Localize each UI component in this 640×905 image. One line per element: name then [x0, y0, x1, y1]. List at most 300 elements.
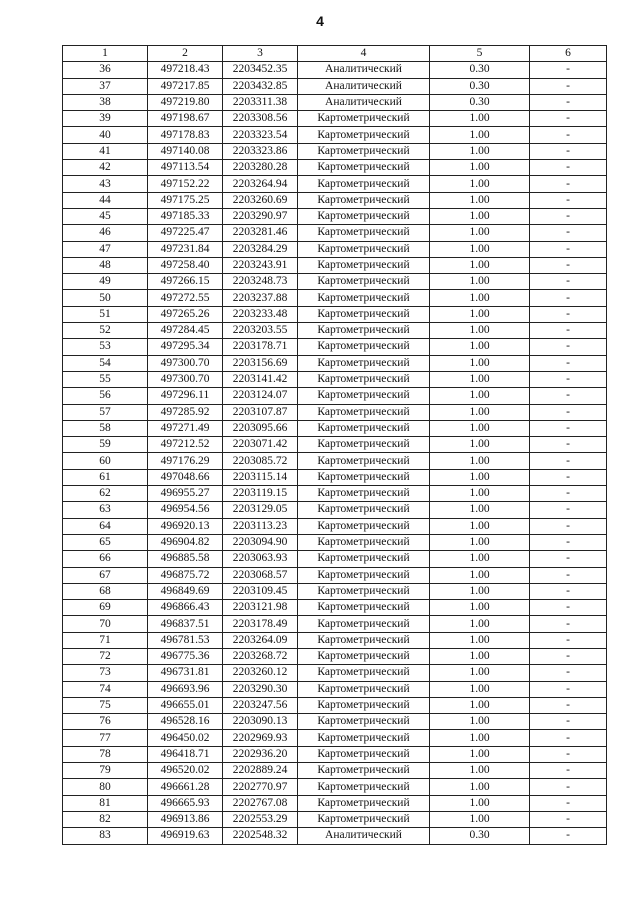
x-coordinate-cell: 497225.47 [148, 225, 223, 241]
accuracy-cell: 1.00 [430, 371, 530, 387]
description-cell: - [530, 62, 607, 78]
accuracy-cell: 1.00 [430, 583, 530, 599]
point-number-cell: 41 [63, 143, 148, 159]
table-row [63, 355, 607, 371]
y-coordinate-cell: 2203178.49 [223, 616, 298, 632]
method-cell: Картометрический [298, 306, 430, 322]
x-coordinate-cell: 497140.08 [148, 143, 223, 159]
table-row [63, 306, 607, 322]
table-row [63, 225, 607, 241]
method-cell: Картометрический [298, 420, 430, 436]
description-cell: - [530, 78, 607, 94]
description-cell: - [530, 192, 607, 208]
x-coordinate-cell: 497219.80 [148, 94, 223, 110]
table-row [63, 551, 607, 567]
y-coordinate-cell: 2203247.56 [223, 697, 298, 713]
method-cell: Картометрический [298, 518, 430, 534]
x-coordinate-cell: 497185.33 [148, 208, 223, 224]
point-number-cell: 70 [63, 616, 148, 632]
accuracy-cell: 1.00 [430, 681, 530, 697]
accuracy-cell: 1.00 [430, 486, 530, 502]
method-cell: Картометрический [298, 127, 430, 143]
point-number-cell: 81 [63, 795, 148, 811]
table-row [63, 453, 607, 469]
accuracy-cell: 0.30 [430, 62, 530, 78]
accuracy-cell: 1.00 [430, 290, 530, 306]
y-coordinate-cell: 2202553.29 [223, 811, 298, 827]
x-coordinate-cell: 496919.63 [148, 828, 223, 844]
accuracy-cell: 1.00 [430, 388, 530, 404]
point-number-cell: 63 [63, 502, 148, 518]
method-cell: Картометрический [298, 697, 430, 713]
point-number-cell: 45 [63, 208, 148, 224]
y-coordinate-cell: 2203178.71 [223, 339, 298, 355]
x-coordinate-cell: 496655.01 [148, 697, 223, 713]
method-cell: Картометрический [298, 437, 430, 453]
x-coordinate-cell: 497295.34 [148, 339, 223, 355]
point-number-cell: 55 [63, 371, 148, 387]
point-number-cell: 66 [63, 551, 148, 567]
accuracy-cell: 1.00 [430, 632, 530, 648]
point-number-cell: 62 [63, 486, 148, 502]
y-coordinate-cell: 2203113.23 [223, 518, 298, 534]
table-row [63, 616, 607, 632]
description-cell: - [530, 388, 607, 404]
table-row [63, 746, 607, 762]
point-number-cell: 42 [63, 160, 148, 176]
point-number-cell: 71 [63, 632, 148, 648]
x-coordinate-cell: 497048.66 [148, 469, 223, 485]
column-header: 4 [298, 46, 430, 62]
description-cell: - [530, 746, 607, 762]
accuracy-cell: 1.00 [430, 257, 530, 273]
description-cell: - [530, 502, 607, 518]
table-row [63, 437, 607, 453]
x-coordinate-cell: 497285.92 [148, 404, 223, 420]
method-cell: Аналитический [298, 78, 430, 94]
x-coordinate-cell: 496661.28 [148, 779, 223, 795]
method-cell: Картометрический [298, 779, 430, 795]
description-cell: - [530, 811, 607, 827]
accuracy-cell: 1.00 [430, 208, 530, 224]
accuracy-cell: 1.00 [430, 323, 530, 339]
description-cell: - [530, 176, 607, 192]
description-cell: - [530, 127, 607, 143]
accuracy-cell: 1.00 [430, 192, 530, 208]
method-cell: Картометрический [298, 600, 430, 616]
y-coordinate-cell: 2203063.93 [223, 551, 298, 567]
point-number-cell: 68 [63, 583, 148, 599]
y-coordinate-cell: 2203248.73 [223, 274, 298, 290]
x-coordinate-cell: 497300.70 [148, 355, 223, 371]
method-cell: Картометрический [298, 111, 430, 127]
table-row [63, 371, 607, 387]
accuracy-cell: 0.30 [430, 94, 530, 110]
description-cell: - [530, 567, 607, 583]
method-cell: Картометрический [298, 208, 430, 224]
method-cell: Картометрический [298, 534, 430, 550]
table-row [63, 681, 607, 697]
y-coordinate-cell: 2203119.15 [223, 486, 298, 502]
description-cell: - [530, 665, 607, 681]
accuracy-cell: 1.00 [430, 746, 530, 762]
description-cell: - [530, 274, 607, 290]
y-coordinate-cell: 2203124.07 [223, 388, 298, 404]
y-coordinate-cell: 2203141.42 [223, 371, 298, 387]
point-number-cell: 39 [63, 111, 148, 127]
point-number-cell: 49 [63, 274, 148, 290]
accuracy-cell: 1.00 [430, 534, 530, 550]
description-cell: - [530, 111, 607, 127]
table-row [63, 62, 607, 78]
x-coordinate-cell: 496781.53 [148, 632, 223, 648]
y-coordinate-cell: 2202767.08 [223, 795, 298, 811]
y-coordinate-cell: 2203071.42 [223, 437, 298, 453]
description-cell: - [530, 763, 607, 779]
point-number-cell: 59 [63, 437, 148, 453]
y-coordinate-cell: 2203268.72 [223, 648, 298, 664]
column-header: 3 [223, 46, 298, 62]
table-row [63, 502, 607, 518]
y-coordinate-cell: 2203233.48 [223, 306, 298, 322]
y-coordinate-cell: 2203290.97 [223, 208, 298, 224]
method-cell: Картометрический [298, 143, 430, 159]
point-number-cell: 61 [63, 469, 148, 485]
description-cell: - [530, 371, 607, 387]
x-coordinate-cell: 496450.02 [148, 730, 223, 746]
y-coordinate-cell: 2203109.45 [223, 583, 298, 599]
table-row [63, 420, 607, 436]
x-coordinate-cell: 497113.54 [148, 160, 223, 176]
description-cell: - [530, 534, 607, 550]
table-row [63, 763, 607, 779]
accuracy-cell: 1.00 [430, 616, 530, 632]
method-cell: Картометрический [298, 616, 430, 632]
table-header [63, 46, 607, 62]
point-number-cell: 54 [63, 355, 148, 371]
method-cell: Картометрический [298, 763, 430, 779]
accuracy-cell: 0.30 [430, 78, 530, 94]
point-number-cell: 75 [63, 697, 148, 713]
description-cell: - [530, 143, 607, 159]
accuracy-cell: 1.00 [430, 518, 530, 534]
description-cell: - [530, 469, 607, 485]
x-coordinate-cell: 497217.85 [148, 78, 223, 94]
description-cell: - [530, 290, 607, 306]
accuracy-cell: 1.00 [430, 763, 530, 779]
description-cell: - [530, 632, 607, 648]
table-row [63, 648, 607, 664]
point-number-cell: 44 [63, 192, 148, 208]
method-cell: Картометрический [298, 355, 430, 371]
x-coordinate-cell: 497198.67 [148, 111, 223, 127]
y-coordinate-cell: 2203311.38 [223, 94, 298, 110]
table-row [63, 94, 607, 110]
x-coordinate-cell: 497178.83 [148, 127, 223, 143]
accuracy-cell: 1.00 [430, 697, 530, 713]
x-coordinate-cell: 496904.82 [148, 534, 223, 550]
description-cell: - [530, 355, 607, 371]
point-number-cell: 73 [63, 665, 148, 681]
method-cell: Картометрический [298, 241, 430, 257]
x-coordinate-cell: 497212.52 [148, 437, 223, 453]
y-coordinate-cell: 2203243.91 [223, 257, 298, 273]
point-number-cell: 83 [63, 828, 148, 844]
x-coordinate-cell: 496731.81 [148, 665, 223, 681]
method-cell: Картометрический [298, 257, 430, 273]
coordinates-table [62, 45, 607, 845]
point-number-cell: 43 [63, 176, 148, 192]
table-row [63, 811, 607, 827]
description-cell: - [530, 160, 607, 176]
description-cell: - [530, 779, 607, 795]
table-row [63, 583, 607, 599]
description-cell: - [530, 583, 607, 599]
x-coordinate-cell: 497176.29 [148, 453, 223, 469]
point-number-cell: 38 [63, 94, 148, 110]
description-cell: - [530, 339, 607, 355]
x-coordinate-cell: 497266.15 [148, 274, 223, 290]
table-row [63, 160, 607, 176]
y-coordinate-cell: 2203121.98 [223, 600, 298, 616]
description-cell: - [530, 257, 607, 273]
accuracy-cell: 1.00 [430, 111, 530, 127]
x-coordinate-cell: 497296.11 [148, 388, 223, 404]
point-number-cell: 57 [63, 404, 148, 420]
x-coordinate-cell: 497175.25 [148, 192, 223, 208]
column-header: 5 [430, 46, 530, 62]
y-coordinate-cell: 2202936.20 [223, 746, 298, 762]
point-number-cell: 72 [63, 648, 148, 664]
y-coordinate-cell: 2203452.35 [223, 62, 298, 78]
point-number-cell: 52 [63, 323, 148, 339]
accuracy-cell: 1.00 [430, 795, 530, 811]
method-cell: Картометрический [298, 404, 430, 420]
method-cell: Аналитический [298, 828, 430, 844]
column-header: 6 [530, 46, 607, 62]
method-cell: Картометрический [298, 632, 430, 648]
y-coordinate-cell: 2202548.32 [223, 828, 298, 844]
table-row [63, 339, 607, 355]
page-number: 4 [316, 13, 324, 29]
y-coordinate-cell: 2203284.29 [223, 241, 298, 257]
method-cell: Картометрический [298, 176, 430, 192]
y-coordinate-cell: 2203432.85 [223, 78, 298, 94]
point-number-cell: 46 [63, 225, 148, 241]
x-coordinate-cell: 496913.86 [148, 811, 223, 827]
x-coordinate-cell: 496954.56 [148, 502, 223, 518]
table-row [63, 567, 607, 583]
method-cell: Картометрический [298, 648, 430, 664]
y-coordinate-cell: 2203115.14 [223, 469, 298, 485]
y-coordinate-cell: 2203068.57 [223, 567, 298, 583]
accuracy-cell: 1.00 [430, 160, 530, 176]
accuracy-cell: 1.00 [430, 437, 530, 453]
description-cell: - [530, 518, 607, 534]
description-cell: - [530, 323, 607, 339]
y-coordinate-cell: 2203107.87 [223, 404, 298, 420]
point-number-cell: 80 [63, 779, 148, 795]
y-coordinate-cell: 2203085.72 [223, 453, 298, 469]
point-number-cell: 77 [63, 730, 148, 746]
accuracy-cell: 1.00 [430, 420, 530, 436]
description-cell: - [530, 730, 607, 746]
y-coordinate-cell: 2203094.90 [223, 534, 298, 550]
x-coordinate-cell: 497231.84 [148, 241, 223, 257]
x-coordinate-cell: 496520.02 [148, 763, 223, 779]
method-cell: Картометрический [298, 160, 430, 176]
point-number-cell: 67 [63, 567, 148, 583]
method-cell: Картометрический [298, 225, 430, 241]
y-coordinate-cell: 2203095.66 [223, 420, 298, 436]
column-header: 1 [63, 46, 148, 62]
method-cell: Картометрический [298, 795, 430, 811]
table-row [63, 208, 607, 224]
y-coordinate-cell: 2203281.46 [223, 225, 298, 241]
table-row [63, 176, 607, 192]
method-cell: Картометрический [298, 486, 430, 502]
point-number-cell: 51 [63, 306, 148, 322]
table-row [63, 404, 607, 420]
table-row [63, 518, 607, 534]
table-row [63, 632, 607, 648]
y-coordinate-cell: 2203280.28 [223, 160, 298, 176]
table-row [63, 143, 607, 159]
accuracy-cell: 1.00 [430, 306, 530, 322]
description-cell: - [530, 486, 607, 502]
description-cell: - [530, 420, 607, 436]
point-number-cell: 53 [63, 339, 148, 355]
y-coordinate-cell: 2203203.55 [223, 323, 298, 339]
method-cell: Картометрический [298, 469, 430, 485]
description-cell: - [530, 241, 607, 257]
x-coordinate-cell: 497284.45 [148, 323, 223, 339]
table-row [63, 192, 607, 208]
table-row [63, 290, 607, 306]
method-cell: Картометрический [298, 453, 430, 469]
y-coordinate-cell: 2203237.88 [223, 290, 298, 306]
x-coordinate-cell: 496849.69 [148, 583, 223, 599]
accuracy-cell: 1.00 [430, 355, 530, 371]
description-cell: - [530, 600, 607, 616]
table-row [63, 469, 607, 485]
accuracy-cell: 1.00 [430, 127, 530, 143]
accuracy-cell: 1.00 [430, 665, 530, 681]
method-cell: Картометрический [298, 339, 430, 355]
point-number-cell: 76 [63, 714, 148, 730]
description-cell: - [530, 306, 607, 322]
x-coordinate-cell: 497152.22 [148, 176, 223, 192]
x-coordinate-cell: 496875.72 [148, 567, 223, 583]
y-coordinate-cell: 2203264.94 [223, 176, 298, 192]
table-row [63, 111, 607, 127]
y-coordinate-cell: 2203323.54 [223, 127, 298, 143]
point-number-cell: 79 [63, 763, 148, 779]
accuracy-cell: 1.00 [430, 453, 530, 469]
x-coordinate-cell: 497272.55 [148, 290, 223, 306]
point-number-cell: 58 [63, 420, 148, 436]
description-cell: - [530, 795, 607, 811]
table-row [63, 78, 607, 94]
table-row [63, 241, 607, 257]
table-body [63, 62, 607, 844]
accuracy-cell: 1.00 [430, 404, 530, 420]
x-coordinate-cell: 496866.43 [148, 600, 223, 616]
x-coordinate-cell: 497300.70 [148, 371, 223, 387]
table-row [63, 697, 607, 713]
point-number-cell: 48 [63, 257, 148, 273]
point-number-cell: 60 [63, 453, 148, 469]
table-row [63, 486, 607, 502]
point-number-cell: 65 [63, 534, 148, 550]
x-coordinate-cell: 496885.58 [148, 551, 223, 567]
method-cell: Картометрический [298, 746, 430, 762]
point-number-cell: 64 [63, 518, 148, 534]
point-number-cell: 40 [63, 127, 148, 143]
point-number-cell: 74 [63, 681, 148, 697]
description-cell: - [530, 453, 607, 469]
y-coordinate-cell: 2203129.05 [223, 502, 298, 518]
accuracy-cell: 1.00 [430, 600, 530, 616]
description-cell: - [530, 616, 607, 632]
x-coordinate-cell: 497271.49 [148, 420, 223, 436]
x-coordinate-cell: 496837.51 [148, 616, 223, 632]
column-header: 2 [148, 46, 223, 62]
y-coordinate-cell: 2203260.12 [223, 665, 298, 681]
point-number-cell: 78 [63, 746, 148, 762]
method-cell: Картометрический [298, 714, 430, 730]
table-row [63, 779, 607, 795]
description-cell: - [530, 551, 607, 567]
table-row [63, 600, 607, 616]
table-row [63, 274, 607, 290]
method-cell: Картометрический [298, 567, 430, 583]
y-coordinate-cell: 2203090.13 [223, 714, 298, 730]
table-row [63, 665, 607, 681]
accuracy-cell: 1.00 [430, 730, 530, 746]
accuracy-cell: 1.00 [430, 811, 530, 827]
description-cell: - [530, 208, 607, 224]
y-coordinate-cell: 2202770.97 [223, 779, 298, 795]
accuracy-cell: 1.00 [430, 274, 530, 290]
x-coordinate-cell: 496693.96 [148, 681, 223, 697]
point-number-cell: 69 [63, 600, 148, 616]
table-row [63, 388, 607, 404]
description-cell: - [530, 404, 607, 420]
y-coordinate-cell: 2203260.69 [223, 192, 298, 208]
method-cell: Картометрический [298, 371, 430, 387]
x-coordinate-cell: 496920.13 [148, 518, 223, 534]
method-cell: Картометрический [298, 388, 430, 404]
x-coordinate-cell: 496528.16 [148, 714, 223, 730]
accuracy-cell: 1.00 [430, 225, 530, 241]
accuracy-cell: 1.00 [430, 551, 530, 567]
x-coordinate-cell: 496775.36 [148, 648, 223, 664]
method-cell: Картометрический [298, 730, 430, 746]
point-number-cell: 37 [63, 78, 148, 94]
method-cell: Картометрический [298, 665, 430, 681]
accuracy-cell: 1.00 [430, 567, 530, 583]
y-coordinate-cell: 2203264.09 [223, 632, 298, 648]
y-coordinate-cell: 2203290.30 [223, 681, 298, 697]
description-cell: - [530, 828, 607, 844]
table-row [63, 323, 607, 339]
method-cell: Картометрический [298, 192, 430, 208]
point-number-cell: 82 [63, 811, 148, 827]
method-cell: Картометрический [298, 502, 430, 518]
description-cell: - [530, 94, 607, 110]
table-row [63, 534, 607, 550]
